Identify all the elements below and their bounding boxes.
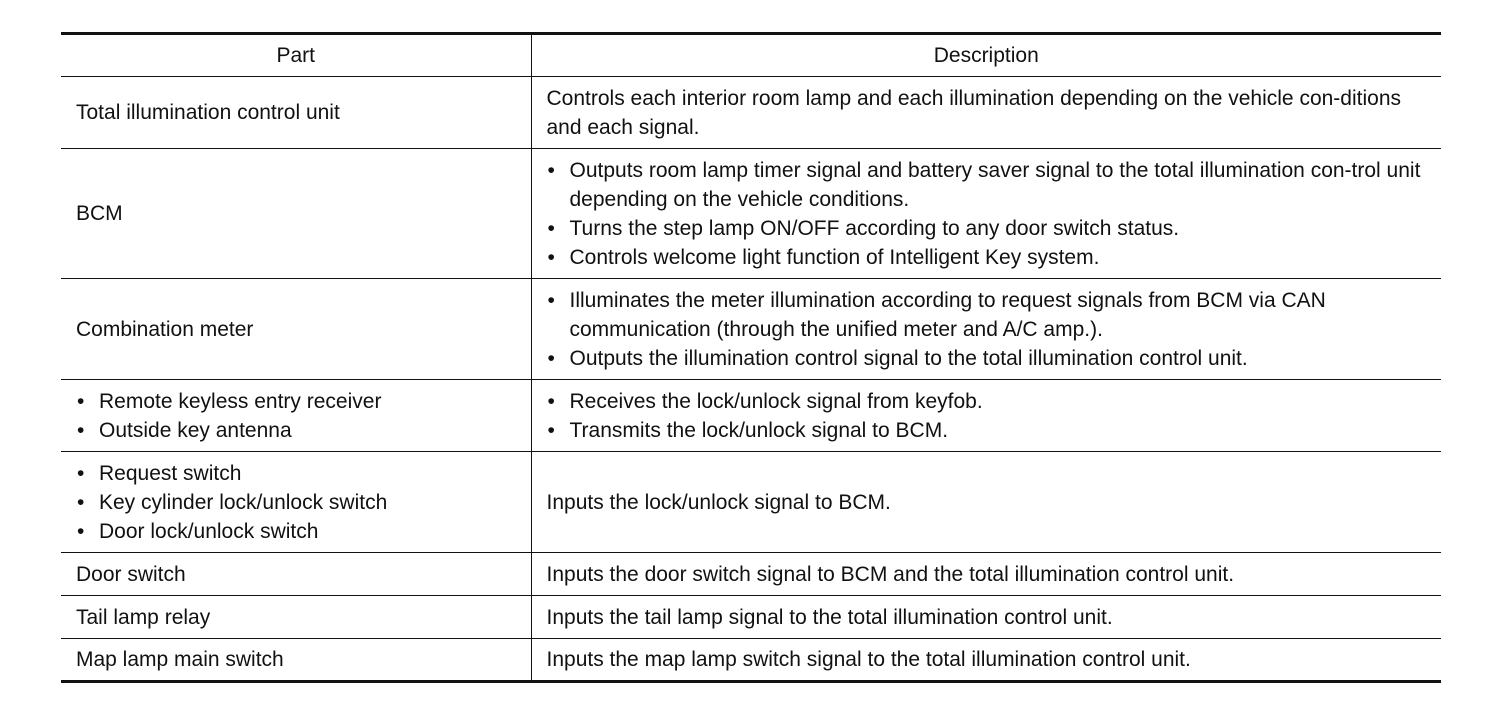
bullet-icon: •	[547, 216, 555, 240]
table-row	[61, 149, 1441, 279]
part-cell	[61, 639, 531, 682]
description-cell	[531, 553, 1441, 596]
part-column-header: Part	[61, 34, 531, 77]
bullet-icon: •	[547, 245, 555, 269]
cell-text: Inputs the map lamp switch signal to the total illumination control unit.	[546, 648, 1191, 671]
bullet-text: Door lock/unlock switch	[99, 519, 319, 543]
table-row	[61, 77, 1441, 149]
bullet-item	[547, 243, 1432, 272]
table-row	[61, 279, 1441, 380]
bullet-text: Controls welcome light function of Intelligent Key system.	[569, 245, 1100, 269]
part-cell	[61, 380, 531, 452]
part-cell	[61, 553, 531, 596]
bullet-item	[76, 488, 521, 517]
cell-text: Tail lamp relay	[76, 605, 211, 629]
cell-text: Controls each interior room lamp and each illumination depending on the vehicle con-ditions and each signal.	[546, 86, 1401, 139]
cell-text: Inputs the lock/unlock signal to BCM.	[546, 490, 891, 514]
bullet-icon: •	[77, 490, 85, 514]
cell-text: Door switch	[76, 562, 186, 586]
bullet-text: Remote keyless entry receiver	[99, 389, 382, 413]
bullet-list	[547, 156, 1432, 272]
bullet-icon: •	[77, 418, 85, 442]
cell-text: Total illumination control unit	[76, 101, 340, 124]
bullet-text: Outputs room lamp timer signal and battery saver signal to the total illumination con-trol unit depending on the vehicle conditions.	[569, 158, 1421, 211]
bullet-text: Receives the lock/unlock signal from keyfob.	[569, 389, 983, 413]
bullet-item	[76, 416, 521, 445]
bullet-item	[547, 214, 1432, 243]
bullet-text: Illuminates the meter illumination according to request signals from BCM via CAN communication (through the unified meter and A/C amp.).	[569, 288, 1326, 341]
bullet-text: Request switch	[99, 461, 242, 485]
bullet-text: Transmits the lock/unlock signal to BCM.	[569, 418, 949, 442]
bullet-text: Turns the step lamp ON/OFF according to any door switch status.	[569, 216, 1180, 240]
bullet-list	[76, 387, 521, 445]
bullet-list	[547, 286, 1432, 373]
bullet-icon: •	[547, 158, 555, 182]
table-row	[61, 380, 1441, 452]
bullet-text: Key cylinder lock/unlock switch	[99, 490, 388, 514]
bullet-item	[76, 517, 521, 546]
table-row	[61, 452, 1441, 553]
cell-text: Inputs the door switch signal to BCM and the total illumination control unit.	[546, 562, 1235, 586]
description-cell	[531, 279, 1441, 380]
bullet-icon: •	[77, 461, 85, 485]
bullet-item	[76, 459, 521, 488]
description-cell	[531, 452, 1441, 553]
part-cell	[61, 596, 531, 639]
bullet-icon: •	[547, 346, 555, 370]
part-cell	[61, 279, 531, 380]
bullet-item	[547, 286, 1432, 344]
bullet-item	[547, 344, 1432, 373]
description-cell	[531, 639, 1441, 682]
table-row	[61, 553, 1441, 596]
bullet-item	[547, 416, 1432, 445]
bullet-icon: •	[547, 418, 555, 442]
bullet-list	[76, 459, 521, 546]
description-cell	[531, 149, 1441, 279]
description-cell	[531, 596, 1441, 639]
parts-description-table	[61, 32, 1441, 683]
bullet-item	[547, 156, 1432, 214]
table-row	[61, 596, 1441, 639]
cell-text: Inputs the tail lamp signal to the total illumination control unit.	[546, 605, 1113, 629]
part-cell	[61, 149, 531, 279]
cell-text: Combination meter	[76, 317, 254, 341]
bullet-icon: •	[547, 288, 555, 312]
cell-text: BCM	[76, 202, 123, 225]
bullet-icon: •	[77, 519, 85, 543]
bullet-item	[76, 387, 521, 416]
cell-text: Map lamp main switch	[76, 648, 284, 671]
bullet-icon: •	[547, 389, 555, 413]
table-body	[61, 77, 1441, 682]
bullet-list	[547, 387, 1432, 445]
bullet-text: Outputs the illumination control signal to the total illumination control unit.	[569, 346, 1248, 370]
bullet-icon: •	[77, 389, 85, 413]
table-row	[61, 639, 1441, 682]
part-cell	[61, 77, 531, 149]
bullet-item	[547, 387, 1432, 416]
table-header-row	[61, 34, 1441, 77]
bullet-text: Outside key antenna	[99, 418, 292, 442]
part-cell	[61, 452, 531, 553]
description-column-header: Description	[531, 34, 1441, 77]
description-cell	[531, 77, 1441, 149]
description-cell	[531, 380, 1441, 452]
